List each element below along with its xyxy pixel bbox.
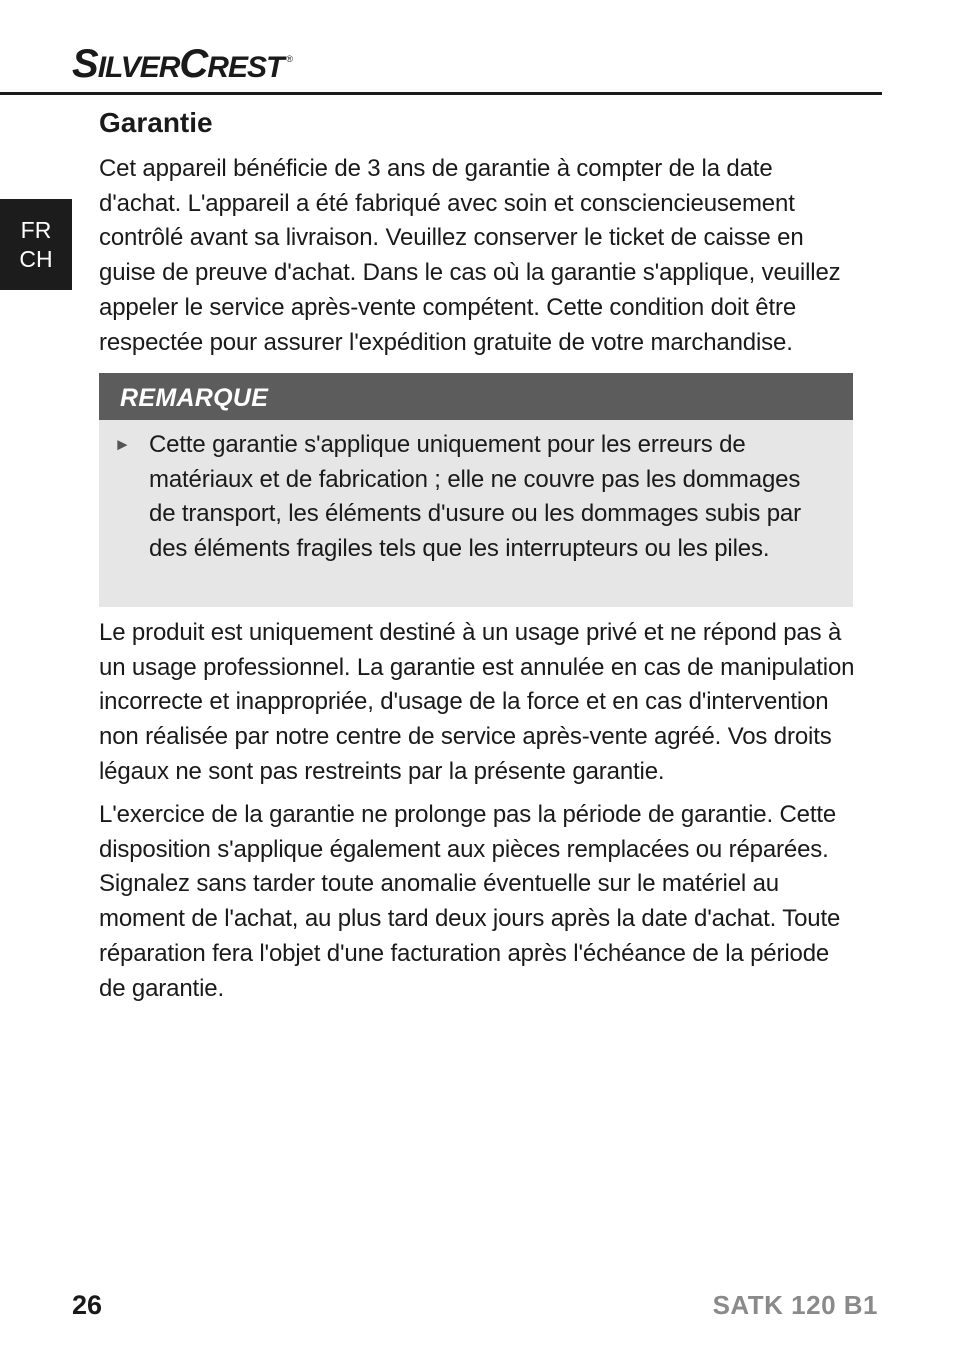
logo-letter-s: S (72, 42, 98, 86)
warranty-paragraph-2: Le produit est uniquement destiné à un usage privé et ne répond pas à un usage professionnel. La garantie est annulée en cas de manipulation incorrecte et inappropriée, d'usage de la force et en cas d'intervention non réalisée par notre centre de service après-vente agréé. Vos droits légaux ne sont pas restreints par la présente garantie. (99, 619, 855, 785)
page-number: 26 (72, 1290, 103, 1320)
note-box (99, 373, 853, 607)
warranty-paragraph-3: L'exercice de la garantie ne prolonge pas la période de garantie. Cette disposition s'applique également aux pièces remplacées ou réparées. Signalez sans tarder toute anomalie éventuelle sur le matériel au moment de l'achat, au plus tard deux jours après la date d'achat. Toute réparation fera l'objet d'une facturation après l'échéance de la période de garantie. (99, 801, 841, 1002)
language-code-fr: FR (20, 216, 52, 243)
logo-word-rest: REST (207, 51, 284, 84)
note-item (99, 420, 809, 567)
model-name: SATK 120 B1 (712, 1290, 878, 1320)
note-heading: REMARQUE (99, 373, 853, 420)
warranty-paragraph-1: Cet appareil bénéficie de 3 ans de garantie à compter de la date d'achat. L'appareil a été fabriqué avec soin et consciencieusement contrôlé avant sa livraison. Veuillez conserver le ticket de caisse en guise de preuve d'achat. Dans le cas où la garantie s'applique, veuillez appeler le service après-vente compétent. Cette condition doit être respectée pour assurer l'expédition gratuite de votre marchandise. (99, 155, 841, 356)
note-text: Cette garantie s'applique uniquement pour les erreurs de matériaux et de fabrication ; elle ne couvre pas les dommages de transport, les éléments d'usure ou les dommages subis par des éléments fragiles tels que les interrupteurs ou les piles. (149, 431, 801, 563)
logo-letter-c: C (179, 42, 208, 86)
language-tab (0, 199, 72, 290)
registered-mark: ® (286, 54, 293, 64)
section-title: Garantie (99, 107, 213, 138)
header-divider (0, 92, 882, 95)
silvercrest-logo (72, 44, 293, 84)
logo-word-ilver: ILVER (97, 51, 180, 84)
language-code-ch: CH (19, 245, 53, 272)
bullet-arrow-icon: ► (114, 435, 131, 454)
